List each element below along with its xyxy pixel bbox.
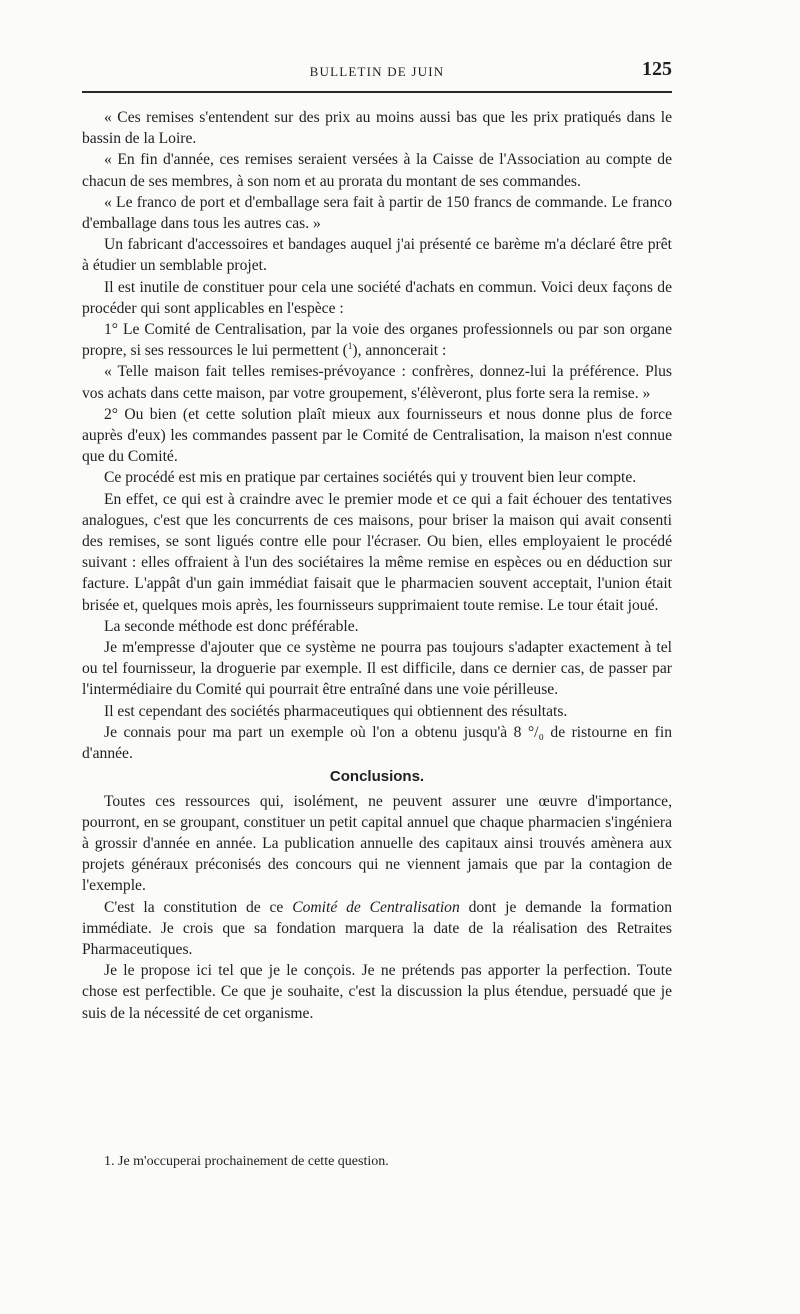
paragraph: Je le propose ici tel que je le conçois. Je ne prétends pas apporter la perfection. Toute chose est perfectible. Ce que je souhaite, c'est la discussion la plus étendue, persuadé que je suis de la nécessité de cet organisme. xyxy=(82,962,672,1022)
paragraph: Toutes ces ressources qui, isolément, ne peuvent assurer une œuvre d'importance, pourront, en se groupant, constituer un petit capital annuel que chaque pharmacien s'ingéniera à grossir d'année en année. La publication annuelle des capitaux ainsi trouvés amènera aux projets généraux préconisés des concours qui ne viennent jamais que par la contagion de l'exemple. xyxy=(82,792,672,895)
paragraph: Il est cependant des sociétés pharmaceutiques qui obtiennent des résultats. xyxy=(104,702,568,720)
running-title: BULLETIN DE JUIN xyxy=(309,64,445,79)
paragraph-text: 1° Le Comité de Centralisation, par la voie des organes professionnels ou par son organe propre, si ses ressources le lui permettent ( xyxy=(82,321,672,360)
paragraph: Un fabricant d'accessoires et bandages auquel j'ai présenté ce barème m'a déclaré être prêt à étudier un semblable projet. xyxy=(82,236,672,275)
footnote-ref: 1 xyxy=(347,341,353,352)
paragraph: En effet, ce qui est à craindre avec le premier mode et ce qui a fait échouer des tentatives analogues, c'est que les concurrents de ces maisons, pour briser la maison qui avait consenti des remises, se sont ligués contre elle pour l'écraser. Ou bien, elles employaient le procédé suivant : elles offraient à l'un des sociétaires la même remise en espèces ou en déduction sur facture. L'appât d'un gain immédiat faisait que le pharmacien souvent acceptait, l'union était brisée et, quelques mois après, les fournisseurs supprimaient toute remise. Le tour était joué. xyxy=(82,490,672,614)
paragraph-text: C'est la constitution de ce xyxy=(104,898,293,916)
paragraph-text: dont je demande la formation immédiate. Je crois que sa fondation marquera la date de la réalisation des Retraites Pharmaceutiques. xyxy=(82,898,672,958)
paragraph: Je connais pour ma part un exemple où l'on a obtenu jusqu'à 8 °/₀ de ristourne en fin d'année. xyxy=(82,723,672,763)
paragraph: « Telle maison fait telles remises-prévoyance : confrères, donnez-lui la préférence. Plus vos achats dans cette maison, par votre groupement, s'élèveront, plus forte sera la remise. » xyxy=(82,363,672,402)
footnote: 1. Je m'occuperai prochainement de cette question. xyxy=(104,1154,389,1169)
emphasis: Comité de Centralisation xyxy=(292,898,460,916)
paragraph: 2° Ou bien (et cette solution plaît mieux aux fournisseurs et nous donne plus de force auprès d'eux) les commandes passent par le Comité de Centralisation, la maison n'est connue que du Comité. xyxy=(82,405,672,466)
paragraph: « En fin d'année, ces remises seraient versées à la Caisse de l'Association au compte de chacun de ses membres, à son nom et au prorata du montant de ses commandes. xyxy=(82,151,672,190)
body-text xyxy=(82,107,672,1024)
paragraph-text: ), annoncerait : xyxy=(352,342,447,360)
paragraph: « Ces remises s'entendent sur des prix au moins aussi bas que les prix pratiqués dans le bassin de la Loire. xyxy=(82,109,672,148)
paragraph: « Le franco de port et d'emballage sera fait à partir de 150 francs de commande. Le franco d'emballage dans tous les autres cas. » xyxy=(82,193,672,233)
paragraph xyxy=(82,319,672,361)
paragraph: Il est inutile de constituer pour cela une société d'achats en commun. Voici deux façons de procéder qui sont applicables en l'espèce : xyxy=(82,278,672,317)
paragraph: Je m'empresse d'ajouter que ce système ne pourra pas toujours s'adapter exactement à tel ou tel fournisseur, la droguerie par exemple. Il est difficile, dans ce dernier cas, de passer par l'intermédiaire du Comité qui pourrait être entraîné dans une voie périlleuse. xyxy=(82,639,672,699)
page-header xyxy=(82,58,672,86)
header-rule xyxy=(82,91,672,93)
section-heading: Conclusions. xyxy=(329,768,425,786)
page-number: 125 xyxy=(642,58,672,80)
paragraph: Ce procédé est mis en pratique par certaines sociétés qui y trouvent bien leur compte. xyxy=(104,469,637,487)
paragraph xyxy=(82,897,672,961)
paragraph: La seconde méthode est donc préférable. xyxy=(104,617,359,635)
